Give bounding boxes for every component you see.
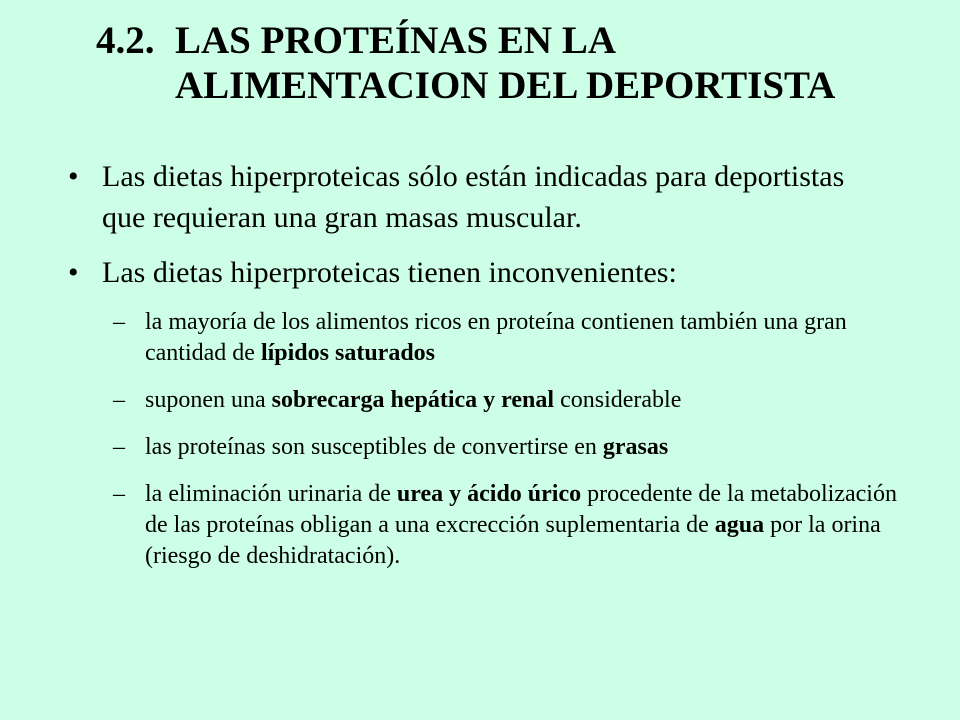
sub-text-plain: las proteínas son susceptibles de convertirse en: [145, 434, 603, 460]
bullet-list: [68, 156, 938, 588]
sub-text-plain: considerable: [554, 387, 682, 413]
bullet-marker: •: [68, 160, 79, 193]
sub-text-bold: lípidos saturados: [260, 340, 436, 366]
sub-text-bold: sobrecarga hepática y renal: [271, 387, 555, 413]
title-line-2: ALIMENTACION DEL DEPORTISTA: [175, 64, 836, 107]
dash-marker: –: [113, 387, 125, 413]
sub-text-plain: la eliminación urinaria de: [145, 481, 397, 507]
sub-bullet-item: [113, 479, 938, 572]
sub-bullet-list: [68, 307, 938, 572]
dash-marker: –: [113, 309, 125, 335]
sub-bullet-text: [145, 307, 905, 369]
sub-bullet-item: [113, 307, 938, 369]
title-text: [175, 18, 935, 108]
sub-bullet-text: [145, 432, 905, 463]
sub-text-plain: suponen una: [145, 387, 272, 413]
sub-text-plain: por la orina (riesgo de deshidratación).: [145, 512, 881, 569]
sub-text-plain: la mayoría de los alimentos ricos en proteína contienen también una gran cantidad de: [145, 309, 847, 366]
sub-text-bold: agua: [714, 512, 765, 538]
bullet-marker: •: [68, 256, 79, 289]
sub-bullet-item: [113, 385, 938, 416]
sub-bullet-text: [145, 385, 905, 416]
bullet-text: Las dietas hiperproteicas sólo están indicadas para deportistas que requieran una gran masas muscular.: [102, 160, 845, 234]
bullet-text: Las dietas hiperproteicas tienen inconvenientes:: [102, 256, 677, 289]
title-number: 4.2.: [96, 19, 155, 62]
sub-bullet-item: [113, 432, 938, 463]
sub-text-bold: grasas: [602, 434, 669, 460]
bullet-item: [68, 156, 938, 238]
sub-text-bold: urea y ácido úrico: [396, 481, 582, 507]
sub-text-plain: procedente de la metabolización de las proteínas obligan a una excrección suplementaria de: [145, 481, 897, 538]
dash-marker: –: [113, 434, 125, 460]
dash-marker: –: [113, 481, 125, 507]
slide-title: [96, 18, 935, 108]
title-line-1: LAS PROTEÍNAS EN LA: [175, 19, 617, 62]
bullet-item: [68, 252, 938, 293]
sub-bullet-text: [145, 479, 905, 572]
